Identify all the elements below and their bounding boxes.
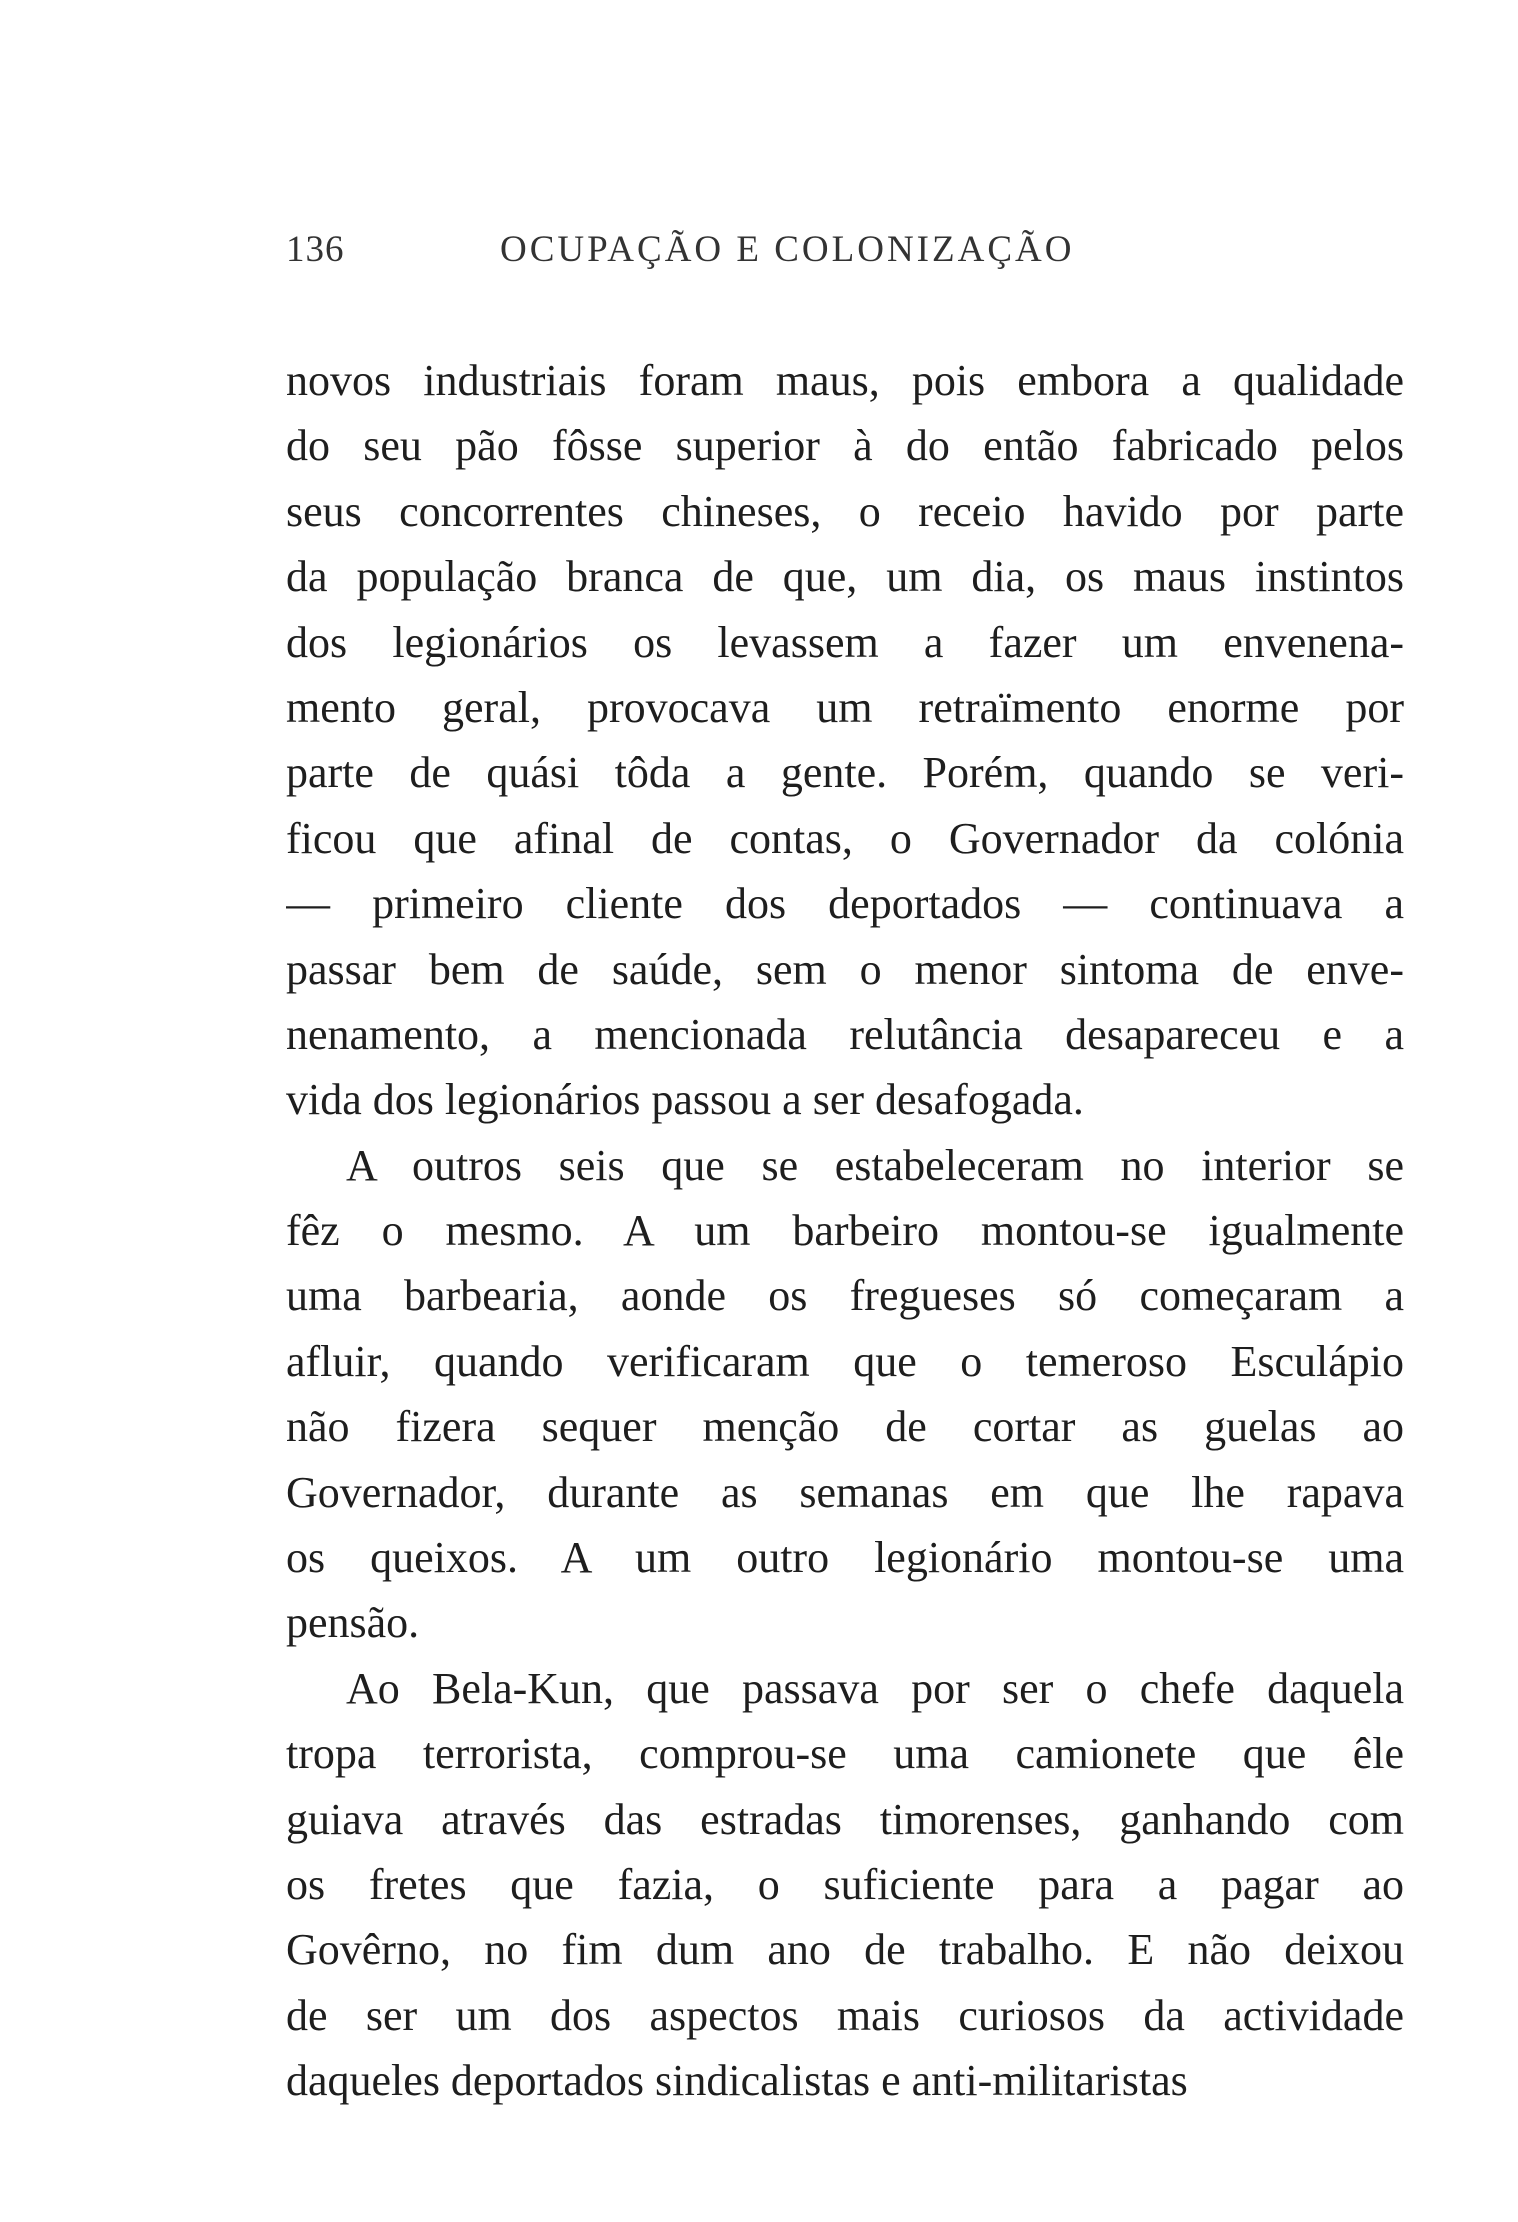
page-header: [286, 228, 1226, 276]
text-line: daqueles deportados sindicalistas e anti-militaristas: [286, 2056, 1188, 2106]
text-line: nenamento, a mencionada relutância desapareceu e a: [286, 1009, 1404, 1059]
text-line: parte de quási tôda a gente. Porém, quando se veri-: [286, 748, 1404, 798]
text-line: Ao Bela-Kun, que passava por ser o chefe daquela: [346, 1663, 1404, 1713]
text-line: — primeiro cliente dos deportados — continuava a: [286, 879, 1404, 929]
paragraph: [286, 1133, 1404, 1656]
text-line: novos industriais foram maus, pois embora a qualidade: [286, 356, 1404, 405]
text-line: afluir, quando verificaram que o temeroso Esculápio: [286, 1336, 1404, 1386]
text-line: do seu pão fôsse superior à do então fabricado pelos: [286, 421, 1404, 471]
text-line: de ser um dos aspectos mais curiosos da actividade: [286, 1990, 1404, 2040]
text-line: Governador, durante as semanas em que lhe rapava: [286, 1467, 1404, 1517]
text-line: da população branca de que, um dia, os maus instintos: [286, 552, 1404, 602]
text-line: os fretes que fazia, o suficiente para a pagar ao: [286, 1859, 1404, 1909]
text-line: uma barbearia, aonde os fregueses só começaram a: [286, 1271, 1404, 1321]
text-line: pensão.: [286, 1598, 420, 1648]
running-head: OCUPAÇÃO E COLONIZAÇÃO: [500, 229, 1075, 270]
text-line: seus concorrentes chineses, o receio havido por parte: [286, 486, 1404, 536]
text-line: dos legionários os levassem a fazer um envenena-: [286, 617, 1404, 667]
paragraph: [286, 348, 1404, 1133]
text-line: guiava através das estradas timorenses, ganhando com: [286, 1794, 1404, 1844]
page-number: 136: [286, 229, 345, 270]
body-text: [286, 348, 1404, 2114]
text-line: não fizera sequer menção de cortar as guelas ao: [286, 1402, 1404, 1452]
text-line: tropa terrorista, comprou-se uma camionete que êle: [286, 1729, 1404, 1779]
text-line: A outros seis que se estabeleceram no interior se: [346, 1140, 1404, 1190]
text-line: passar bem de saúde, sem o menor sintoma de enve-: [286, 944, 1404, 994]
text-line: fêz o mesmo. A um barbeiro montou-se igualmente: [286, 1206, 1404, 1256]
text-line: os queixos. A um outro legionário montou-se uma: [286, 1533, 1404, 1583]
text-line: ficou que afinal de contas, o Governador da colónia: [286, 813, 1404, 863]
paragraph: [286, 1656, 1404, 2114]
text-line: mento geral, provocava um retraïmento enorme por: [286, 682, 1404, 732]
text-line: Govêrno, no fim dum ano de trabalho. E não deixou: [286, 1925, 1404, 1975]
text-line: vida dos legionários passou a ser desafogada.: [286, 1075, 1084, 1125]
